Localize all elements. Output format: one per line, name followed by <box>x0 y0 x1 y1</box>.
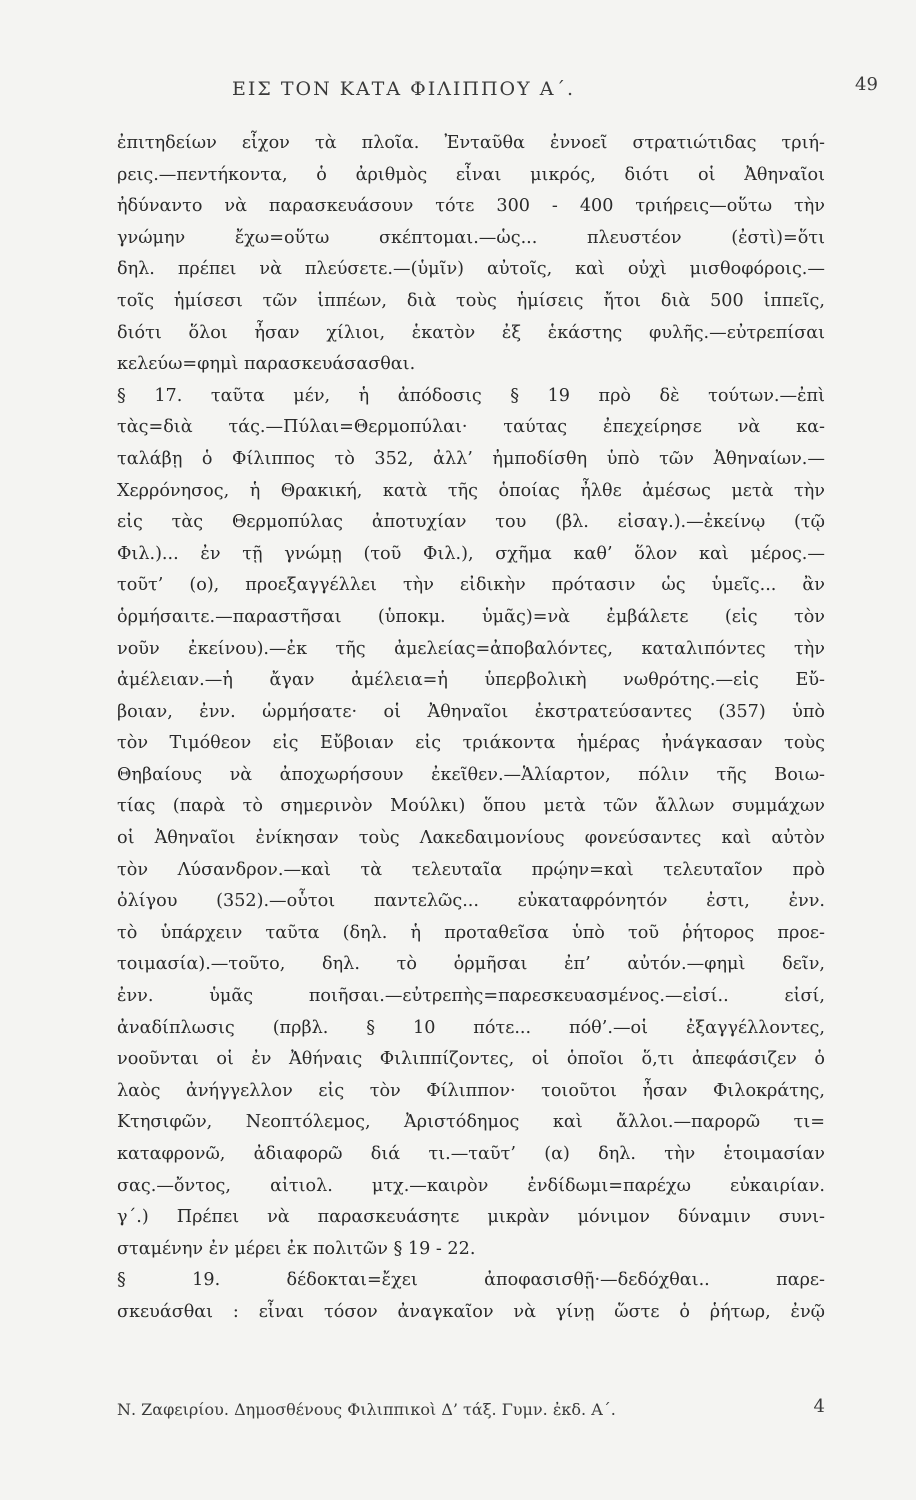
text-line: Χερρόνησος, ἡ Θρακική, κατὰ τῆς ὁποίας ἦλθε ἀμέσως μετὰ τὴν <box>117 480 825 501</box>
text-line: ἐνν. ὑμᾶς ποιῆσαι.—εὐτρεπὴς=παρεσκευασμένος.—εἰσί.. εἰσί, <box>117 986 825 1007</box>
page-number: 49 <box>855 74 878 95</box>
text-line: διότι ὅλοι ἦσαν χίλιοι, ἑκατὸν ἐξ ἑκάστης φυλῆς.—εὐτρεπίσαι <box>117 322 825 343</box>
footer-credit: Ν. Ζαφειρίου. Δημοσθένους Φιλιππικοὶ Δ’ τάξ. Γυμν. ἐκδ. Α΄. <box>117 1400 616 1419</box>
text-line: τὰς=διὰ τάς.—Πύλαι=Θερμοπύλαι· ταύτας ἐπεχείρησε νὰ κα- <box>117 417 825 438</box>
text-line: ρεις.—πεντήκοντα, ὁ ἀριθμὸς εἶναι μικρός, διότι οἱ Ἀθηναῖοι <box>117 164 825 185</box>
text-line: ἠδύναντο νὰ παρασκευάσουν τότε 300 - 400 τριήρεις—οὕτω τὴν <box>117 196 825 217</box>
text-line: ἀναδίπλωσις (πρβλ. § 10 πότε... πόθ’.—οἱ ἐξαγγέλλοντες, <box>117 1017 825 1038</box>
text-line: Φιλ.)... ἐν τῇ γνώμῃ (τοῦ Φιλ.), σχῆμα καθ’ ὅλον καὶ μέρος.— <box>117 543 825 564</box>
text-line: καταφρονῶ, ἀδιαφορῶ διά τι.—ταῦτ’ (α) δηλ. τὴν ἑτοιμασίαν <box>117 1144 825 1164</box>
text-line: Κτησιφῶν, Νεοπτόλεμος, Ἀριστόδημος καὶ ἄλλοι.—παρορῶ τι= <box>117 1112 825 1133</box>
text-line: Θηβαίους νὰ ἀποχωρήσουν ἐκεῖθεν.—Ἁλίαρτον, πόλιν τῆς Βοιω- <box>117 764 825 785</box>
page-header <box>0 74 916 108</box>
body-text <box>117 128 825 1329</box>
text-line: κελεύω=φημὶ παρασκευάσασθαι. <box>117 354 416 375</box>
text-line: γ΄.) Πρέπει νὰ παρασκευάσητε μικρὰν μόνιμον δύναμιν συνι- <box>117 1207 825 1228</box>
text-line: τοῦτ’ (ο), προεξαγγέλλει τὴν εἰδικὴν πρότασιν ὡς ὑμεῖς... ἂν <box>117 575 825 596</box>
text-line: δηλ. πρέπει νὰ πλεύσετε.—(ὑμῖν) αὐτοῖς, καὶ οὐχὶ μισθοφόροις.— <box>117 259 825 280</box>
text-line: νοῦν ἐκείνου).—ἐκ τῆς ἀμελείας=ἀποβαλόντες, καταλιπόντες τὴν <box>117 638 825 659</box>
text-line: τὸν Τιμόθεον εἰς Εὔβοιαν εἰς τριάκοντα ἡμέρας ἠνάγκασαν τοὺς <box>117 733 825 754</box>
text-line: σταμένην ἐν μέρει ἐκ πολιτῶν § 19 - 22. <box>117 1238 476 1259</box>
text-line: ἐπιτηδείων εἶχον τὰ πλοῖα. Ἐνταῦθα ἐννοεῖ στρατιώτιδας τριή- <box>117 133 825 153</box>
text-line: ὀλίγου (352).—οὗτοι παντελῶς... εὐκαταφρόνητόν ἐστι, ἐνν. <box>117 891 825 912</box>
text-line: νοοῦνται οἱ ἐν Ἀθήναις Φιλιππίζοντες, οἱ ὁποῖοι ὅ,τι ἀπεφάσιζεν ὁ <box>117 1049 825 1070</box>
text-line: σκευάσθαι : εἶναι τόσον ἀναγκαῖον νὰ γίνῃ ὥστε ὁ ῥήτωρ, ἐνῷ <box>117 1301 825 1322</box>
text-line: § 19. δέδοκται=ἔχει ἀποφασισθῇ·—δεδόχθαι.. παρε- <box>117 1270 825 1291</box>
text-line: τὸν Λύσανδρον.—καὶ τὰ τελευταῖα πρῴην=καὶ τελευταῖον πρὸ <box>117 859 825 880</box>
text-line: οἱ Ἀθηναῖοι ἐνίκησαν τοὺς Λακεδαιμονίους φονεύσαντες καὶ αὐτὸν <box>117 828 825 849</box>
text-line: γνώμην ἔχω=οὕτω σκέπτομαι.—ὡς... πλευστέον (ἐστὶ)=ὅτι <box>117 227 825 248</box>
text-line: σας.—ὄντος, αἰτιολ. μτχ.—καιρὸν ἐνδίδωμι=παρέχω εὐκαιρίαν. <box>117 1175 825 1196</box>
running-title: ΕΙΣ ΤΟΝ ΚΑΤΑ ΦΙΛΙΠΠΟΥ Α΄. <box>232 78 575 100</box>
text-line: ταλάβῃ ὁ Φίλιππος τὸ 352, ἀλλ’ ἠμποδίσθη ὑπὸ τῶν Ἀθηναίων.— <box>117 448 825 469</box>
page-footer <box>117 1396 825 1430</box>
text-line: εἰς τὰς Θερμοπύλας ἀποτυχίαν του (βλ. εἰσαγ.).—ἐκείνῳ (τῷ <box>117 512 825 533</box>
text-line: τοῖς ἡμίσεσι τῶν ἱππέων, διὰ τοὺς ἡμίσεις ἤτοι διὰ 500 ἱππεῖς, <box>117 290 825 311</box>
text-line: ὁρμήσαιτε.—παραστῆσαι (ὑποκμ. ὑμᾶς)=νὰ ἐμβάλετε (εἰς τὸν <box>117 606 825 627</box>
text-line: τίας (παρὰ τὸ σημερινὸν Μούλκι) ὅπου μετὰ τῶν ἄλλων συμμάχων <box>117 796 825 817</box>
text-line: λαὸς ἀνήγγελλον εἰς τὸν Φίλιππον· τοιοῦτοι ἦσαν Φιλοκράτης, <box>117 1080 825 1101</box>
text-line: § 17. ταῦτα μέν, ἡ ἀπόδοσις § 19 πρὸ δὲ τούτων.—ἐπὶ <box>117 385 825 406</box>
text-line: τοιμασία).—τοῦτο, δηλ. τὸ ὁρμῆσαι ἐπ’ αὐτόν.—φημὶ δεῖν, <box>117 954 825 975</box>
text-line: βοιαν, ἐνν. ὡρμήσατε· οἱ Ἀθηναῖοι ἐκστρατεύσαντες (357) ὑπὸ <box>117 701 825 722</box>
signature-mark: 4 <box>813 1396 825 1417</box>
text-line: ἀμέλειαν.—ἡ ἄγαν ἀμέλεια=ἡ ὑπερβολικὴ νωθρότης.—εἰς Εὔ- <box>117 670 825 691</box>
text-line: τὸ ὑπάρχειν ταῦτα (δηλ. ἡ προταθεῖσα ὑπὸ τοῦ ῥήτορος προε- <box>117 922 825 943</box>
